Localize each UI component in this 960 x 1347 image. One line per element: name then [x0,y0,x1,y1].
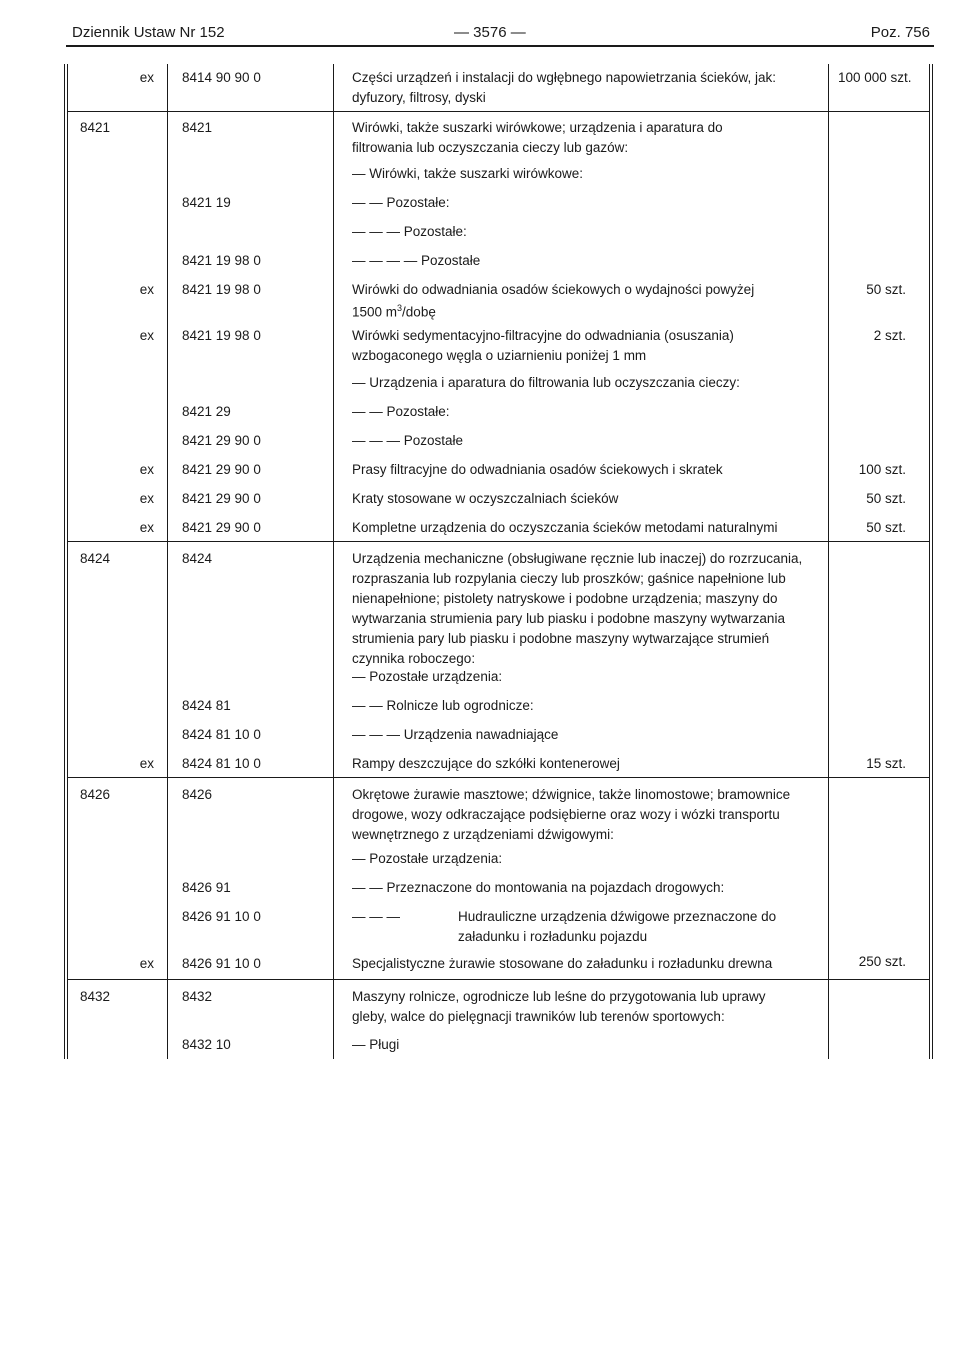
cn-code: 8424 81 [182,698,231,713]
cn-code: 8421 [182,120,213,135]
col-divider-3 [828,64,829,1059]
goods-description: — — Rolnicze lub ogrodnicze: [352,698,534,713]
row-separator [67,777,929,778]
cn-code: 8421 19 98 0 [182,328,261,343]
cn-code: 8414 90 90 0 [182,70,261,85]
quantity: 50 szt. [866,520,906,535]
cn-code: 8421 29 90 0 [182,462,261,477]
cn-code: 8421 29 90 0 [182,433,261,448]
ex-marker: ex [139,491,154,506]
goods-description: Wirówki do odwadniania osadów ściekowych o wydajności powyżej [352,282,755,297]
goods-description: — — Przeznaczone do montowania na pojazdach drogowych: [352,880,725,895]
row-separator [67,979,929,980]
goods-description: Okrętowe żurawie masztowe; dźwignice, także linomostowe; bramownice drogowe, wozy odkraczające podsiębierne oraz wozy i wózki transportu wewnętrznego z urządzeniami dźwigowymi: [352,787,791,842]
goods-description: — Pługi [352,1037,400,1052]
goods-description: Urządzenia mechaniczne (obsługiwane ręcznie lub inaczej) do rozrzucania, rozpraszania lub rozpylania cieczy lub proszków; gaśnice napełnione lub nienapełnione; pistolety natryskowe i podobne urządzenia; maszyny do wytwarzania strumienia pary lub piasku i podobne maszyny wytwarzania strumienia pary lub piasku i podobne maszyny wytwarzające strumień czynnika roboczego: [352,551,803,666]
goods-description: Wirówki sedymentacyjno-filtracyjne do odwadniania (osuszania) wzbogaconego węgla o uziarnieniu poniżej 1 mm [352,328,734,363]
quantity: 2 szt. [873,328,906,343]
ex-marker: ex [139,462,154,477]
row-separator [67,111,929,112]
goods-description: — Urządzenia i aparatura do filtrowania lub oczyszczania cieczy: [352,375,740,390]
left-border-outer [64,64,65,1059]
goods-description: — — — Pozostałe: [352,224,467,239]
quantity: 100 000 szt. [838,70,912,85]
quantity: 50 szt. [866,491,906,506]
cn-code: 8421 29 90 0 [182,491,261,506]
cn-code: 8421 19 98 0 [182,253,261,268]
goods-description: Prasy filtracyjne do odwadniania osadów ściekowych i skratek [352,462,723,477]
ex-marker: ex [139,956,154,971]
position-number: Poz. 756 [870,24,930,41]
goods-description: Kraty stosowane w oczyszczalniach ścieków [352,491,619,506]
journal-title: Dziennik Ustaw Nr 152 [72,24,225,41]
goods-description: — Pozostałe urządzenia: [352,851,503,866]
ex-marker: ex [139,520,154,535]
goods-description: — — — Urządzenia nawadniające [352,727,559,742]
cn-code: 8421 29 90 0 [182,520,261,535]
right-border-inner [929,64,930,1059]
goods-description-capacity: 1500 $m^3$/dobę [352,303,436,320]
cn-code: 8432 10 [182,1037,231,1052]
goods-description: — — — Pozostałe [352,433,464,448]
goods-description: Specjalistyczne żurawie stosowane do załadunku i rozładunku drewna [352,956,773,971]
cn-code: 8426 91 [182,880,231,895]
cn-code: 8424 [182,551,213,566]
heading-number: 8424 [80,551,111,566]
goods-description: Wirówki, także suszarki wirówkowe; urządzenia i aparatura do filtrowania lub oczyszczania cieczy lub gazów: [352,120,723,155]
description-dash: — — — [352,909,401,924]
cn-code: 8426 [182,787,213,802]
col-divider-2 [333,64,334,1059]
goods-description: Części urządzeń i instalacji do wgłębnego napowietrzania ścieków, jak: dyfuzory, filtrosy, dyski [352,70,776,105]
ex-marker: ex [139,756,154,771]
goods-description: — — Pozostałe: [352,195,450,210]
quantity: 15 szt. [866,756,906,771]
goods-description: — Wirówki, także suszarki wirówkowe: [352,166,584,181]
goods-description: Hudrauliczne urządzenia dźwigowe przeznaczone do załadunku i rozładunku pojazdu [458,909,777,944]
cn-code: 8421 29 [182,404,231,419]
col-divider-1 [167,64,168,1059]
goods-description: Rampy deszczujące do szkółki kontenerowej [352,756,620,771]
cn-code: 8426 91 10 0 [182,956,261,971]
goods-description: Maszyny rolnicze, ogrodnicze lub leśne do przygotowania lub uprawy gleby, walce do pielęgnacji trawników lub terenów sportowych: [352,989,766,1024]
quantity: 100 szt. [858,462,906,477]
header-rule [66,45,934,47]
heading-number: 8421 [80,120,111,135]
heading-number: 8432 [80,989,111,1004]
ex-marker: ex [139,282,154,297]
ex-marker: ex [139,70,154,85]
row-separator [67,541,929,542]
quantity: 250 szt. [858,954,906,969]
goods-description: — Pozostałe urządzenia: [352,669,503,684]
cn-code: 8424 81 10 0 [182,727,261,742]
right-border-outer [932,64,933,1059]
heading-number: 8426 [80,787,111,802]
cn-code: 8426 91 10 0 [182,909,261,924]
quantity: 50 szt. [866,282,906,297]
cn-code: 8421 19 98 0 [182,282,261,297]
page-number: — 3576 — [454,24,526,41]
goods-description: — — Pozostałe: [352,404,450,419]
left-border-inner [67,64,68,1059]
cn-code: 8421 19 [182,195,231,210]
cn-code: 8424 81 10 0 [182,756,261,771]
goods-description: Kompletne urządzenia do oczyszczania ścieków metodami naturalnymi [352,520,778,535]
ex-marker: ex [139,328,154,343]
cn-code: 8432 [182,989,213,1004]
goods-description: — — — — Pozostałe [352,253,481,268]
